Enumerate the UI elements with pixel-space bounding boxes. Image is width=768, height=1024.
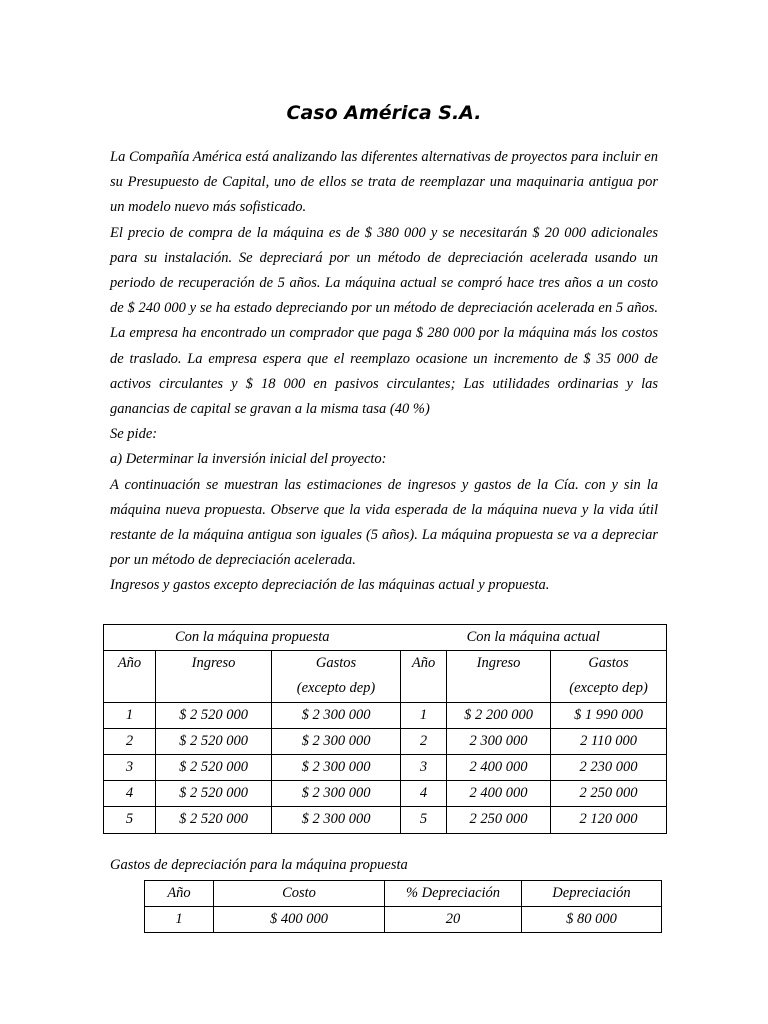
paragraph-intro: La Compañía América está analizando las diferentes alternativas de proyectos para incluir en su Presupuesto de Capital, uno de ellos se trata de reemplazar una maquinaria antigua por un modelo nuevo más sofisticado. <box>110 149 658 216</box>
table-cell: 2 400 000 <box>447 781 551 807</box>
table-cell: 2 230 000 <box>551 755 667 781</box>
header-gastos-label: Gastos <box>315 655 357 672</box>
depreciation-table <box>144 880 662 933</box>
table-cell: 1 <box>104 702 156 728</box>
table-header-row <box>145 881 662 907</box>
table-cell: $ 2 300 000 <box>272 781 401 807</box>
table-cell: $ 2 520 000 <box>156 807 272 833</box>
table-cell: 5 <box>401 807 447 833</box>
table-cell: 2 400 000 <box>447 755 551 781</box>
document-body <box>110 145 658 599</box>
table-cell: 2 <box>401 728 447 754</box>
header-gastos-sub: (excepto dep) <box>569 680 648 697</box>
table-row <box>104 702 667 728</box>
header-anio: Año <box>145 881 214 907</box>
table-column-header-row <box>104 651 667 702</box>
table-cell: 3 <box>104 755 156 781</box>
table-cell: $ 2 520 000 <box>156 728 272 754</box>
document-title: Caso América S.A. <box>286 102 482 124</box>
table-cell: 2 250 000 <box>447 807 551 833</box>
paragraph-question-a: a) Determinar la inversión inicial del proyecto: <box>110 451 387 468</box>
table-cell: 2 110 000 <box>551 728 667 754</box>
table-cell: $ 400 000 <box>214 907 385 933</box>
group-header-proposed: Con la máquina propuesta <box>104 625 401 651</box>
table-cell: $ 2 520 000 <box>156 781 272 807</box>
table-row <box>104 781 667 807</box>
table-cell: 2 300 000 <box>447 728 551 754</box>
table-row <box>145 907 662 933</box>
table-caption-ingresos: Ingresos y gastos excepto depreciación de las máquinas actual y propuesta. <box>110 577 550 594</box>
header-costo: Costo <box>214 881 385 907</box>
table-row <box>104 807 667 833</box>
header-ingreso: Ingreso <box>447 651 551 702</box>
table-cell: 4 <box>104 781 156 807</box>
table-cell: 2 <box>104 728 156 754</box>
header-anio: Año <box>401 651 447 702</box>
table-cell: $ 2 300 000 <box>272 728 401 754</box>
paragraph-se-pide: Se pide: <box>110 426 158 443</box>
header-porcentaje-depreciacion: % Depreciación <box>385 881 522 907</box>
table-group-header-row <box>104 625 667 651</box>
table-cell: $ 2 520 000 <box>156 755 272 781</box>
table-cell: 20 <box>385 907 522 933</box>
table-cell: 1 <box>401 702 447 728</box>
table-row <box>104 728 667 754</box>
table-cell: $ 80 000 <box>522 907 662 933</box>
paragraph-details: El precio de compra de la máquina es de $ 380 000 y se necesitarán $ 20 000 adicionales para su instalación. Se depreciará por un método de depreciación acelerada usando un periodo de recuperación de 5 años. La máquina actual se compró hace tres años a un costo de $ 240 000 y se ha estado depreciando por un método de depreciación acelerada en 5 años. La empresa ha encontrado un comprador que paga $ 280 000 por la máquina más los costos de traslado. La empresa espera que el reemplazo ocasione un incremento de $ 35 000 de activos circulantes y $ 18 000 en pasivos circulantes; Las utilidades ordinarias y las ganancias de capital se gravan a la misma tasa (40 %) <box>110 224 658 418</box>
header-gastos-label: Gastos <box>588 655 629 672</box>
header-ingreso: Ingreso <box>156 651 272 702</box>
header-gastos <box>551 651 667 702</box>
table-cell: $ 2 300 000 <box>272 807 401 833</box>
group-header-current: Con la máquina actual <box>401 625 667 651</box>
table-cell: $ 2 300 000 <box>272 755 401 781</box>
table-cell: 1 <box>145 907 214 933</box>
table-cell: 2 120 000 <box>551 807 667 833</box>
income-expense-table <box>103 624 667 834</box>
table-cell: $ 2 200 000 <box>447 702 551 728</box>
header-gastos <box>272 651 401 702</box>
table-caption-depreciacion: Gastos de depreciación para la máquina propuesta <box>110 857 408 873</box>
header-anio: Año <box>104 651 156 702</box>
table-cell: 4 <box>401 781 447 807</box>
table-row <box>104 755 667 781</box>
table-cell: 5 <box>104 807 156 833</box>
table-cell: 2 250 000 <box>551 781 667 807</box>
table-cell: 3 <box>401 755 447 781</box>
paragraph-estimates: A continuación se muestran las estimaciones de ingresos y gastos de la Cía. con y sin la máquina nueva propuesta. Observe que la vida esperada de la máquina nueva y la vida útil restante de la máquina antigua son iguales (5 años). La máquina propuesta se va a depreciar por un método de depreciación acelerada. <box>110 476 658 569</box>
header-depreciacion: Depreciación <box>522 881 662 907</box>
table-cell: $ 2 520 000 <box>156 702 272 728</box>
table-cell: $ 1 990 000 <box>551 702 667 728</box>
table-cell: $ 2 300 000 <box>272 702 401 728</box>
header-gastos-sub: (excepto dep) <box>296 680 376 697</box>
